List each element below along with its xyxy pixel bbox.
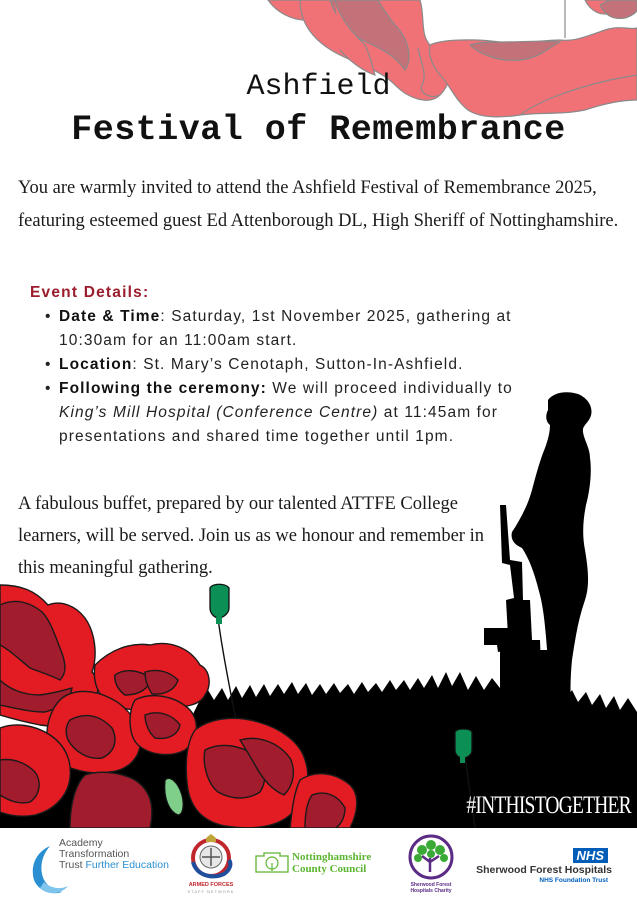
- sherwood-forest-hospitals-charity-logo: [404, 834, 458, 900]
- detail-location: [45, 353, 515, 377]
- sherwood-forest-hospitals-logo: [478, 848, 618, 888]
- nottinghamshire-county-council-logo: [254, 850, 384, 880]
- bullet-icon: •: [45, 308, 52, 325]
- tree-heart-icon: [404, 834, 458, 880]
- detail-label: Date & Time: [59, 308, 161, 325]
- nhs-badge: NHS: [573, 848, 608, 863]
- event-details-list: [45, 305, 515, 449]
- detail-following-ceremony: [45, 377, 515, 449]
- logo-text: County Council: [292, 863, 367, 875]
- logo-text: Nottinghamshire: [292, 851, 372, 863]
- detail-text: : St. Mary’s Cenotaph, Sutton-In-Ashfield.: [132, 356, 464, 373]
- logo-text: STAFF NETWORK: [187, 889, 235, 894]
- detail-label: Following the ceremony:: [59, 380, 267, 397]
- armed-forces-logo: [184, 832, 238, 898]
- logo-text: Hospitals Charity: [410, 888, 452, 894]
- attfe-logo: [28, 834, 178, 896]
- event-title: Festival of Remembrance: [71, 110, 566, 150]
- event-details-heading: Event Details:: [30, 284, 150, 301]
- logo-text: NHS Foundation Trust: [539, 877, 608, 884]
- detail-text: : Saturday, 1st November 2025, gathering at 10:30am for an 11:00am start.: [59, 308, 512, 349]
- armed-forces-crest-icon: [184, 832, 238, 880]
- logo-text: Sherwood Forest Hospitals: [476, 864, 612, 876]
- event-subtitle: Ashfield: [246, 70, 391, 104]
- hashtag: #INTHISTOGETHER: [466, 792, 631, 819]
- bullet-icon: •: [45, 356, 52, 373]
- logo-text: Transformation: [59, 848, 130, 860]
- partner-logos-footer: [0, 828, 637, 903]
- detail-label: Location: [59, 356, 133, 373]
- detail-date-time: [45, 305, 515, 353]
- invitation-intro: You are warmly invited to attend the Ashfield Festival of Remembrance 2025, featuring esteemed guest Ed Attenborough DL, High Sheriff of Nottinghamshire.: [18, 178, 619, 231]
- logo-text: Trust Further Education: [59, 859, 169, 871]
- logo-text: Academy: [59, 837, 103, 849]
- bullet-icon: •: [45, 380, 52, 397]
- logo-text: ARMED FORCES: [188, 882, 234, 888]
- detail-text: at 11:45am for presentations and shared time together until 1pm.: [59, 404, 498, 445]
- venue-name: King’s Mill Hospital (Conference Centre): [59, 404, 379, 421]
- closing-paragraph: A fabulous buffet, prepared by our talented ATTFE College learners, will be served. Join us as we honour and remember in this meaningful gathering.: [18, 494, 484, 578]
- ncc-tree-icon: [254, 852, 290, 876]
- detail-text: We will proceed individually to: [266, 380, 513, 397]
- logo-text: Sherwood Forest: [410, 882, 452, 888]
